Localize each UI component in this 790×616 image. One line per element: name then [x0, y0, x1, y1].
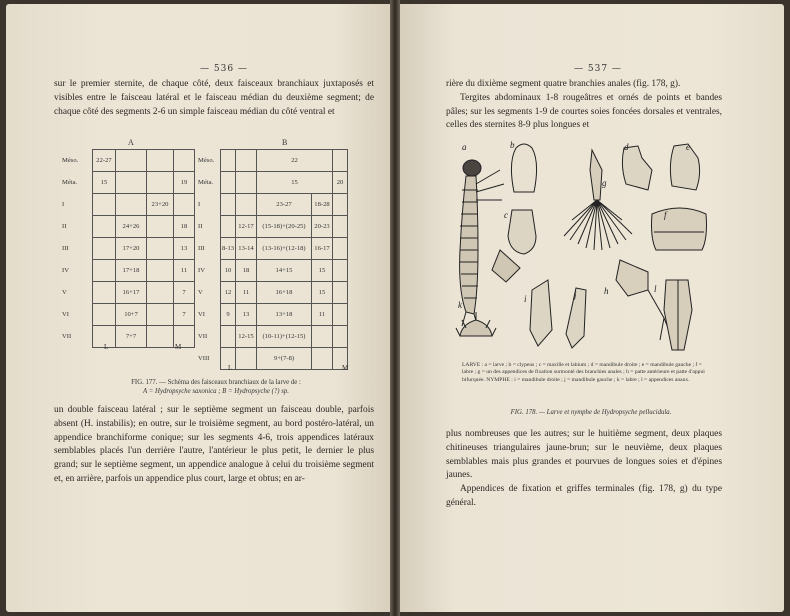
scheme-a-cell: 11 — [174, 260, 195, 282]
scheme-b-cell: 14+15 — [257, 260, 312, 282]
left-paragraph-1 — [54, 78, 374, 119]
scheme-table-a — [60, 149, 195, 348]
scheme-a-segment-label: VII — [62, 333, 72, 340]
scheme-b-cell — [221, 216, 236, 238]
scheme-a-cell — [93, 194, 116, 216]
scheme-a-cell: 17+20 — [116, 238, 147, 260]
figure-label-b: b — [510, 140, 515, 150]
book-gutter — [390, 0, 400, 616]
scheme-b-foot-m: M — [342, 364, 349, 372]
scheme-b-cell — [333, 194, 348, 216]
figure-label-i: i — [524, 294, 527, 304]
scheme-b-cell: 10 — [221, 260, 236, 282]
right-paragraph-1b-text: Tergites abdominaux 1-8 rougeâtres et ornés de points et bandes pâles; sur les segments 1-9 de courtes soies foncées dorsales et ventrales, celles des sternites 8-9 plus longues et — [446, 92, 722, 131]
scheme-b-cell: 11 — [236, 282, 257, 304]
scheme-a-cell — [93, 216, 116, 238]
right-paragraph-2 — [446, 428, 722, 511]
scheme-a-cell — [93, 238, 116, 260]
figure-177-caption-line-1: FIG. 177. — Schéma des faisceaux branchiaux de la larve de : — [131, 379, 301, 386]
scheme-b-segment-label: VII — [198, 333, 208, 340]
figure-177-caption — [86, 378, 346, 396]
scheme-a-cell: 10+7 — [116, 304, 147, 326]
scheme-b-cell: 15 — [257, 172, 333, 194]
scheme-b-cell — [312, 326, 333, 348]
scheme-b-segment-label: I — [198, 201, 201, 208]
scheme-b-cell — [333, 238, 348, 260]
scheme-b-cell — [312, 348, 333, 370]
scheme-b-row — [196, 216, 348, 238]
scheme-a-cell — [116, 172, 147, 194]
scheme-a-cell — [147, 172, 174, 194]
right-paragraph-2-text: plus nombreuses que les autres; sur le huitième segment, deux plaques chitineuses triangulaires jaune-brun; sur le neuvième, deux plaques semblables mais plus grandes et pourvues de longues soies et d'épines jaunes. — [446, 429, 722, 481]
left-paragraph-2-text: un double faisceau latéral ; sur le septième segment un faisceau double, parfois absent (H. instabilis); en outre, sur le troisième segment, au bord postéro-latéral, un appendice branchiforme conique; sur les segments 4-6, trois appendices latéraux semblables placés l'un derrière l'autre, l'antérieur le plus petit, le dernier le plus grand; sur le septième segment, un appendice analogue à celui du troisième segment et, en arrière, parfois un appendice plus court, large et obtus; en ar- — [54, 405, 374, 484]
scheme-b-segment-label: Méso. — [198, 157, 215, 164]
scheme-a-segment-label: I — [62, 201, 65, 208]
scheme-b-cell: (10-11)+(12-15) — [257, 326, 312, 348]
scheme-a-cell: 15 — [93, 172, 116, 194]
scheme-a-cell — [147, 282, 174, 304]
scheme-a-cell: 19 — [174, 172, 195, 194]
scheme-b-cell: 15 — [312, 282, 333, 304]
scheme-b-cell — [333, 260, 348, 282]
scheme-a-cell — [93, 260, 116, 282]
scheme-b-cell — [221, 150, 236, 172]
scheme-b-row — [196, 172, 348, 194]
scheme-a-cell — [116, 150, 147, 172]
scheme-a-row — [60, 216, 195, 238]
scheme-b-cell: 16-17 — [312, 238, 333, 260]
scheme-a-cell — [147, 326, 174, 348]
scheme-a-cell — [116, 194, 147, 216]
scheme-a-segment-label: IV — [62, 267, 69, 274]
figure-label-l: l — [654, 284, 657, 294]
scheme-b-segment-label: Méta. — [198, 179, 214, 186]
scheme-b-cell: 16+18 — [257, 282, 312, 304]
scheme-b-cell — [333, 150, 348, 172]
scheme-a-cell — [174, 194, 195, 216]
figure-178-legend: LARVE : a = larve ; b = clypeus ; c = maxille et labium ; d = mandibule droite ; e = mandibule gauche ; f = labre ; g = un des appendices de fixation surmonté des branchies anales ; h = patte antérieure et patte d'appui bifurquée. NYMPHE : i = mandibule droite ; j = mandibule gauche ; k = labre ; l = appendices anaux. — [462, 362, 705, 383]
scheme-a-row — [60, 260, 195, 282]
scheme-b-row — [196, 194, 348, 216]
figure-label-c: c — [504, 210, 508, 220]
scheme-b-cell: 12-17 — [236, 216, 257, 238]
scheme-b-cell — [236, 348, 257, 370]
scheme-b-segment-label: III — [198, 245, 205, 252]
scheme-a-row — [60, 282, 195, 304]
scheme-a-cell — [147, 238, 174, 260]
scheme-a-cell: 18 — [174, 216, 195, 238]
figure-178-caption: FIG. 178. — Larve et nymphe de Hydropsyche pellucidula. — [510, 409, 672, 416]
scheme-b-row — [196, 150, 348, 172]
figure-label-g: g — [602, 178, 607, 188]
scheme-b-cell: 15 — [312, 260, 333, 282]
scheme-a-segment-label: II — [62, 223, 67, 230]
scheme-b-cell — [333, 216, 348, 238]
right-paragraph-1 — [446, 78, 722, 133]
scheme-b-cell: 20 — [333, 172, 348, 194]
scheme-a-row — [60, 304, 195, 326]
scheme-b-segment-label: VI — [198, 311, 205, 318]
scheme-b-cell: 8-13 — [221, 238, 236, 260]
scheme-b-row — [196, 282, 348, 304]
scheme-b-cell: 9 — [221, 304, 236, 326]
scheme-a-cell — [174, 150, 195, 172]
figure-label-f: f — [664, 210, 667, 220]
scheme-header-b: B — [282, 138, 288, 147]
left-paragraph-2 — [54, 404, 374, 487]
scheme-b-row — [196, 348, 348, 370]
scheme-a-cell — [147, 304, 174, 326]
scheme-b-cell: (15-18)+(20-25) — [257, 216, 312, 238]
scheme-a-foot-m: M — [175, 343, 182, 351]
scheme-b-cell: 9+(7-8) — [257, 348, 312, 370]
figure-label-h: h — [604, 286, 609, 296]
scheme-b-cell: 13+18 — [257, 304, 312, 326]
scheme-b-segment-label: V — [198, 289, 203, 296]
right-paragraph-3-text: Appendices de fixation et griffes terminales (fig. 178, g) du type général. — [446, 484, 722, 508]
scheme-b-row — [196, 260, 348, 282]
scheme-b-row — [196, 326, 348, 348]
scheme-b-cell: 13 — [236, 304, 257, 326]
scheme-a-row — [60, 238, 195, 260]
scheme-b-cell — [333, 326, 348, 348]
scheme-a-foot-l: L — [104, 343, 109, 351]
scheme-a-cell: 13 — [174, 238, 195, 260]
figure-label-e: e — [686, 142, 690, 152]
scheme-a-cell: 7+7 — [116, 326, 147, 348]
scheme-b-cell: 20-23 — [312, 216, 333, 238]
scheme-a-segment-label: VI — [62, 311, 69, 318]
scheme-b-cell: 13-14 — [236, 238, 257, 260]
scheme-a-cell — [93, 282, 116, 304]
scheme-b-segment-label: IV — [198, 267, 205, 274]
scheme-b-foot-l: L — [228, 364, 233, 372]
scheme-a-segment-label: Méta. — [62, 179, 78, 186]
scheme-a-cell: 7 — [174, 282, 195, 304]
scheme-a-row — [60, 172, 195, 194]
scheme-b-row — [196, 238, 348, 260]
figure-label-j: j — [574, 290, 577, 300]
scheme-a-cell: 7 — [174, 304, 195, 326]
scheme-b-cell — [236, 194, 257, 216]
scheme-a-cell — [93, 304, 116, 326]
figure-label-d: d — [624, 142, 629, 152]
scheme-a-cell: 24+26 — [116, 216, 147, 238]
scheme-b-cell: 12-15 — [236, 326, 257, 348]
scheme-b-cell — [236, 172, 257, 194]
scheme-b-cell: 22 — [257, 150, 333, 172]
figure-label-a: a — [462, 142, 467, 152]
scheme-a-segment-label: V — [62, 289, 67, 296]
right-paragraph-1a-text: rière du dixième segment quatre branchies anales (fig. 178, g). — [446, 79, 681, 89]
scheme-b-cell: 18 — [236, 260, 257, 282]
scheme-b-segment-label: VIII — [198, 355, 210, 362]
scheme-a-row — [60, 150, 195, 172]
scheme-b-cell: 12 — [221, 282, 236, 304]
scheme-b-cell — [333, 304, 348, 326]
page-number-right: — 537 — — [574, 64, 622, 74]
scheme-b-cell — [221, 326, 236, 348]
scheme-a-cell: 23+20 — [147, 194, 174, 216]
scheme-b-cell — [236, 150, 257, 172]
scheme-b-cell — [221, 172, 236, 194]
left-paragraph-1-text: sur le premier sternite, de chaque côté, deux faisceaux branchiaux juxtaposés et visibles entre le faisceau latéral et le faisceau médian du deuxième segment; de chaque côté des segments 2-6 un simple faisceau médian du côté ventral et — [54, 79, 374, 117]
scheme-b-segment-label: II — [198, 223, 203, 230]
scheme-a-cell — [147, 150, 174, 172]
page-number-left: — 536 — — [200, 64, 248, 74]
scheme-a-cell — [147, 216, 174, 238]
scheme-b-cell: 18-28 — [312, 194, 333, 216]
scheme-b-cell: (13-16)+(12-18) — [257, 238, 312, 260]
scheme-a-cell: 16+17 — [116, 282, 147, 304]
scheme-table-b — [196, 149, 348, 370]
larva-body-drawing — [460, 160, 504, 328]
scheme-a-cell: 22-27 — [93, 150, 116, 172]
scheme-a-segment-label: Méso. — [62, 157, 79, 164]
scheme-a-cell — [147, 260, 174, 282]
scheme-a-row — [60, 194, 195, 216]
figure-177-caption-line-2: A = Hydropsyche saxonica ; B = Hydropsyche (?) sp. — [143, 388, 289, 395]
scheme-b-cell — [221, 194, 236, 216]
figure-178-illustration — [452, 140, 720, 358]
scheme-a-segment-label: III — [62, 245, 69, 252]
figure-label-k: k — [458, 300, 462, 310]
scheme-b-row — [196, 304, 348, 326]
scheme-b-cell: 23-27 — [257, 194, 312, 216]
scheme-b-cell — [333, 282, 348, 304]
scheme-header-a: A — [128, 138, 134, 147]
scheme-a-cell: 17+18 — [116, 260, 147, 282]
scheme-b-cell: 11 — [312, 304, 333, 326]
